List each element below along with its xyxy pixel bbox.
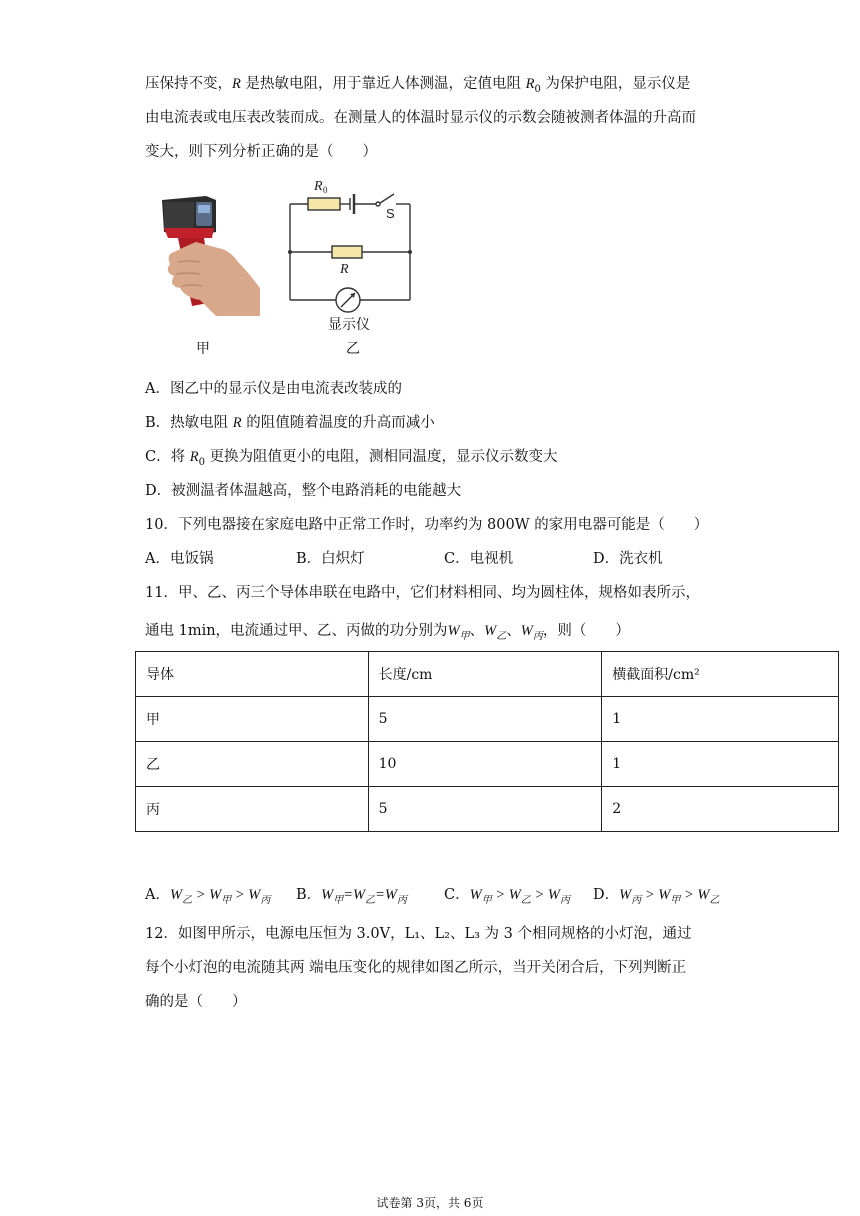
q11-option-a: A．$W_乙 > W_甲 > W_丙$ — [145, 887, 271, 906]
q11-stem-line2: 通电 1min，电流通过甲、乙、丙做的功分别为$W_甲$、$W_乙$、$W_丙$，则（ ） — [145, 623, 630, 642]
text: C．将 — [145, 449, 190, 465]
table-header-row — [136, 652, 839, 697]
text: 通电 1min，电流通过甲、乙、丙做的功分别为 — [145, 623, 448, 639]
text: 更换为阻值更小的电阻，测相同温度，显示仪示数变大 — [204, 449, 558, 465]
q9-option-c — [145, 445, 558, 468]
option-letter: B． — [296, 887, 322, 903]
q9-intro-line1 — [145, 72, 690, 95]
r0-sub: 0 — [323, 185, 328, 195]
q10-option-c: C．电视机 — [444, 551, 514, 567]
table-cell: 1 — [602, 742, 839, 787]
table-row — [136, 787, 839, 832]
q10-option-a: A．电饭锅 — [145, 551, 214, 567]
var-r0: R — [525, 76, 535, 92]
table-cell: 5 — [368, 787, 602, 832]
r0-label: R — [314, 179, 323, 194]
var-r0-sub: 0 — [534, 83, 541, 95]
q10-stem: 10．下列电器接在家庭电路中正常工作时，功率约为 800W 的家用电器可能是（ ） — [145, 517, 709, 533]
table-cell: 甲 — [136, 697, 369, 742]
var-r: R — [232, 76, 241, 92]
q11-stem-line1: 11．甲、乙、丙三个导体串联在电路中，它们材料相同、均为圆柱体，规格如表所示， — [145, 585, 700, 601]
q11-option-c: C．$W_甲 > W_乙 > W_丙$ — [444, 887, 570, 906]
option-letter: D． — [593, 887, 620, 903]
text: 为保护电阻，显示仪是 — [540, 76, 691, 92]
q12-line2: 每个小灯泡的电流随其两 端电压变化的规律如图乙所示，当开关闭合后，下列判断正 — [145, 960, 687, 976]
text: 是热敏电阻，用于靠近人体测温，定值电阻 — [240, 76, 526, 92]
q10-option-d: D．洗衣机 — [593, 551, 663, 567]
caption-jia: 甲 — [196, 341, 210, 357]
caption-yi: 乙 — [346, 341, 360, 357]
table-cell: 丙 — [136, 787, 369, 832]
option-letter: C． — [444, 887, 470, 903]
w-yi: $W_乙$ — [484, 623, 507, 642]
text: 压保持不变， — [145, 76, 232, 92]
text: 的阻值随着温度的升高而减小 — [241, 415, 435, 431]
page-footer: 试卷第 3页，共 6页 — [376, 1196, 484, 1210]
table-header-cell: 导体 — [136, 652, 369, 697]
switch-label: S — [386, 206, 395, 221]
q9-option-a: A．图乙中的显示仪是由电流表改装成的 — [145, 381, 402, 397]
q11-option-d: D．$W_丙 > W_甲 > W_乙$ — [593, 887, 720, 906]
q9-option-b — [145, 411, 435, 432]
var-r0-sub: 0 — [198, 456, 205, 468]
circuit-diagram — [280, 172, 430, 332]
w-bing: $W_丙$ — [520, 623, 543, 642]
spec-table — [135, 651, 839, 832]
option-letter: A． — [145, 887, 170, 903]
text: ，则（ ） — [542, 623, 630, 639]
r-label: R — [340, 262, 349, 277]
table-cell: 1 — [602, 697, 839, 742]
table-row — [136, 697, 839, 742]
var-r: R — [232, 415, 242, 431]
thermometer-photo — [156, 192, 260, 316]
table-cell: 10 — [368, 742, 602, 787]
q9-intro-line3: 变大，则下列分析正确的是（ ） — [145, 144, 377, 160]
table-cell: 5 — [368, 697, 602, 742]
q10-option-b: B．白炽灯 — [296, 551, 365, 567]
table-cell: 乙 — [136, 742, 369, 787]
q9-option-d: D．被测温者体温越高，整个电路消耗的电能越大 — [145, 483, 462, 499]
text: B．热敏电阻 — [145, 415, 233, 431]
table-header-cell: 横截面积/cm² — [602, 652, 839, 697]
q9-intro-line2: 由电流表或电压表改装而成。在测量人的体温时显示仪的示数会随被测者体温的升高而 — [145, 110, 696, 126]
q12-line1: 12．如图甲所示，电源电压恒为 3.0V，L₁、L₂、L₃ 为 3 个相同规格的小灯泡，通过 — [145, 926, 692, 942]
q12-line3: 确的是（ ） — [145, 994, 247, 1010]
w-jia: $W_甲$ — [447, 623, 470, 642]
table-header-cell: 长度/cm — [368, 652, 602, 697]
meter-label: 显示仪 — [328, 317, 370, 333]
q11-option-b: B．$W_甲=W_乙=W_丙$ — [296, 887, 407, 906]
var-r0: R — [189, 449, 199, 465]
table-cell: 2 — [602, 787, 839, 832]
table-row — [136, 742, 839, 787]
